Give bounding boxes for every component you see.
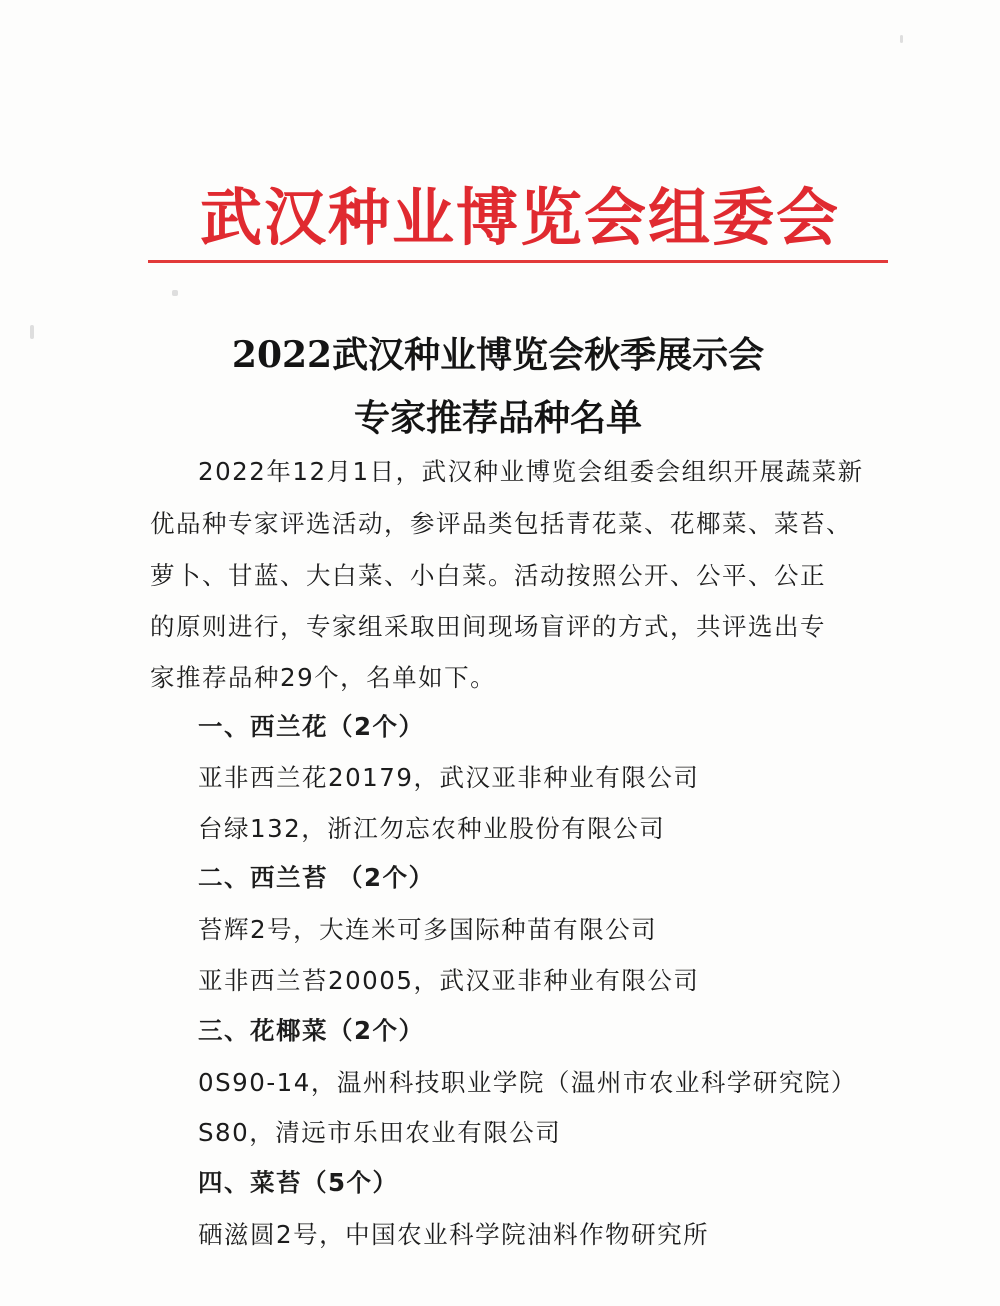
list-item: S80，清远市乐田农业有限公司 <box>198 1118 562 1147</box>
section-heading-broccoli: 一、西兰花（2个） <box>198 712 425 741</box>
intro-line-1: 2022年12月1日，武汉种业博览会组委会组织开展蔬菜新 <box>198 457 864 486</box>
scan-speck <box>900 35 903 43</box>
intro-line-2: 优品种专家评选活动，参评品类包括青花菜、花椰菜、菜苔、 <box>150 509 852 538</box>
list-item: 台绿132，浙江勿忘农种业股份有限公司 <box>198 814 666 843</box>
issuer-header: 武汉种业博览会组委会 <box>199 181 840 254</box>
scan-speck <box>172 290 178 296</box>
section-heading-cauliflower: 三、花椰菜（2个） <box>198 1016 425 1045</box>
intro-line-3: 萝卜、甘蓝、大白菜、小白菜。活动按照公开、公平、公正 <box>150 561 826 590</box>
list-item: 苔辉2号，大连米可多国际种苗有限公司 <box>198 915 658 944</box>
list-item: 亚非西兰苔20005，武汉亚非种业有限公司 <box>198 966 700 995</box>
list-item: 硒滋圆2号，中国农业科学院油料作物研究所 <box>198 1220 710 1249</box>
intro-line-5: 家推荐品种29个，名单如下。 <box>150 663 497 692</box>
scan-speck <box>30 325 34 339</box>
section-heading-broccolini: 二、西兰苔 （2个） <box>198 863 435 892</box>
red-divider-rule <box>148 260 888 263</box>
intro-line-4: 的原则进行，专家组采取田间现场盲评的方式，共评选出专 <box>150 612 826 641</box>
list-item: 0S90-14，温州科技职业学院（温州市农业科学研究院） <box>198 1068 857 1097</box>
document-title-line-1: 2022武汉种业博览会秋季展示会 <box>231 334 765 376</box>
list-item: 亚非西兰花20179，武汉亚非种业有限公司 <box>198 763 700 792</box>
section-heading-choy-sum: 四、菜苔（5个） <box>198 1168 399 1197</box>
document-title-line-2: 专家推荐品种名单 <box>353 397 642 439</box>
